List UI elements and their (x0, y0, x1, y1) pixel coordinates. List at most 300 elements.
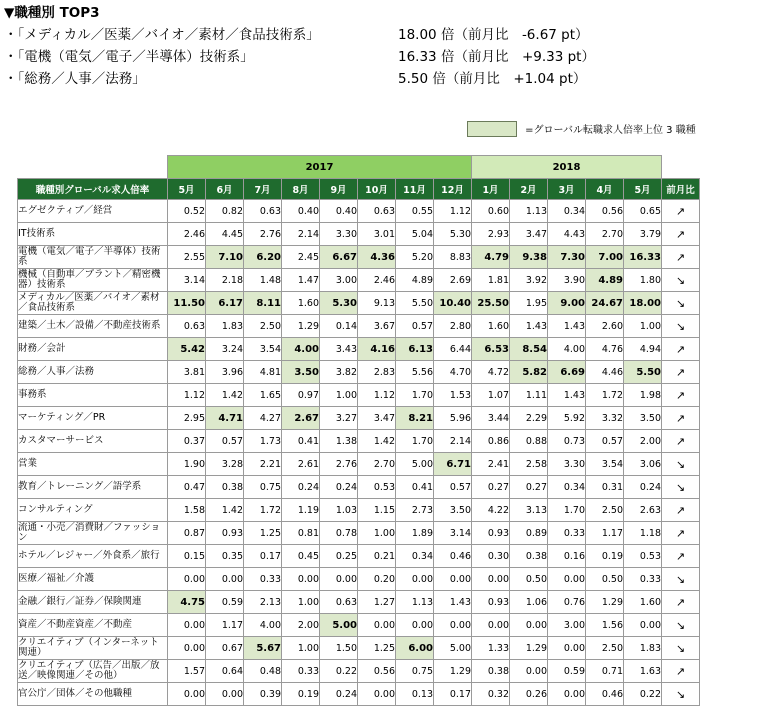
job-category-cell: メディカル／医薬／バイオ／素材／食品技術系 (18, 292, 168, 315)
month-header: 12月 (434, 179, 472, 200)
job-category-cell: 営業 (18, 453, 168, 476)
ratio-cell: 1.42 (206, 384, 244, 407)
ratio-cell: 1.60 (282, 292, 320, 315)
month-header: 5月 (624, 179, 662, 200)
ratio-cell: 0.00 (548, 568, 586, 591)
ratio-cell: 2.45 (282, 246, 320, 269)
trend-down-icon: ↘ (662, 269, 700, 292)
legend (467, 118, 696, 138)
month-header: 7月 (244, 179, 282, 200)
ratio-cell: 0.16 (548, 545, 586, 568)
ratio-cell: 0.33 (282, 660, 320, 683)
trend-up-icon: ↗ (662, 223, 700, 246)
ratio-cell: 0.75 (396, 660, 434, 683)
ratio-cell: 2.21 (244, 453, 282, 476)
ratio-cell: 0.24 (624, 476, 662, 499)
ratio-cell: 2.50 (244, 315, 282, 338)
job-category-cell: 建築／土木／設備／不動産技術系 (18, 315, 168, 338)
ratio-cell: 3.50 (624, 407, 662, 430)
ratio-cell: 0.15 (168, 545, 206, 568)
ratio-cell: 1.43 (510, 315, 548, 338)
month-header: 10月 (358, 179, 396, 200)
ratio-cell: 2.93 (472, 223, 510, 246)
ratio-cell-top3: 4.79 (472, 246, 510, 269)
ratio-cell: 0.97 (282, 384, 320, 407)
table-row (18, 246, 700, 269)
ratio-cell: 4.70 (434, 361, 472, 384)
ratio-cell: 4.89 (396, 269, 434, 292)
ratio-cell: 1.12 (168, 384, 206, 407)
ratio-cell: 0.14 (320, 315, 358, 338)
table-row (18, 200, 700, 223)
ratio-cell: 1.95 (510, 292, 548, 315)
ratio-cell: 1.43 (434, 591, 472, 614)
ratio-cell: 0.63 (244, 200, 282, 223)
ratio-cell-top3: 6.69 (548, 361, 586, 384)
ratio-cell: 3.67 (358, 315, 396, 338)
ratio-cell: 0.00 (624, 614, 662, 637)
ratio-cell: 0.40 (282, 200, 320, 223)
ratio-cell-top3: 8.54 (510, 338, 548, 361)
ratio-cell: 3.43 (320, 338, 358, 361)
ratio-cell: 4.00 (548, 338, 586, 361)
ratio-cell: 0.33 (624, 568, 662, 591)
ratio-cell: 1.38 (320, 430, 358, 453)
ratio-cell: 0.53 (358, 476, 396, 499)
trend-down-icon: ↘ (662, 315, 700, 338)
ratio-cell: 0.27 (510, 476, 548, 499)
table-row (18, 614, 700, 637)
ratio-cell-top3: 7.30 (548, 246, 586, 269)
ratio-cell: 0.19 (282, 683, 320, 706)
ratio-cell: 1.83 (206, 315, 244, 338)
job-category-cell: IT技術系 (18, 223, 168, 246)
job-category-cell: クリエイティブ（広告／出版／放送／映像関連／その他） (18, 660, 168, 683)
ratio-cell: 0.35 (206, 545, 244, 568)
ratio-cell: 0.60 (472, 200, 510, 223)
ratio-cell: 1.43 (548, 384, 586, 407)
ratio-cell: 3.30 (548, 453, 586, 476)
ratio-cell: 0.40 (320, 200, 358, 223)
ratio-cell: 1.70 (548, 499, 586, 522)
table-row (18, 453, 700, 476)
ratio-cell: 3.81 (168, 361, 206, 384)
trend-down-icon: ↘ (662, 637, 700, 660)
trend-up-icon: ↗ (662, 545, 700, 568)
ratio-cell: 2.63 (624, 499, 662, 522)
summary-item (4, 68, 704, 90)
trend-up-icon: ↗ (662, 499, 700, 522)
ratio-cell: 2.60 (586, 315, 624, 338)
ratio-cell: 0.00 (548, 683, 586, 706)
job-category-cell: 教育／トレーニング／語学系 (18, 476, 168, 499)
table-row (18, 407, 700, 430)
ratio-cell: 1.29 (282, 315, 320, 338)
ratio-cell: 1.03 (320, 499, 358, 522)
ratio-cell: 0.00 (396, 568, 434, 591)
ratio-cell: 1.70 (396, 384, 434, 407)
ratio-cell: 6.44 (434, 338, 472, 361)
ratio-cell: 0.63 (358, 200, 396, 223)
ratio-cell: 1.07 (472, 384, 510, 407)
ratio-cell: 2.69 (434, 269, 472, 292)
ratio-cell: 2.46 (358, 269, 396, 292)
ratio-cell: 2.55 (168, 246, 206, 269)
ratio-cell: 0.89 (510, 522, 548, 545)
ratio-cell: 0.67 (206, 637, 244, 660)
ratio-cell: 0.00 (358, 683, 396, 706)
ratio-cell: 0.00 (282, 568, 320, 591)
ratio-cell: 0.76 (548, 591, 586, 614)
ratio-cell: 2.18 (206, 269, 244, 292)
ratio-cell: 1.25 (244, 522, 282, 545)
ratio-cell: 3.79 (624, 223, 662, 246)
ratio-cell: 2.76 (320, 453, 358, 476)
ratio-cell: 0.38 (206, 476, 244, 499)
job-category-cell: カスタマーサービス (18, 430, 168, 453)
ratio-cell: 2.58 (510, 453, 548, 476)
ratio-cell: 2.29 (510, 407, 548, 430)
job-category-cell: 機械（自動車／プラント／精密機器）技術系 (18, 269, 168, 292)
summary-item (4, 46, 704, 68)
ratio-cell: 4.27 (244, 407, 282, 430)
ratio-cell: 3.00 (320, 269, 358, 292)
ratio-cell: 5.04 (396, 223, 434, 246)
ratio-cell-top3: 16.33 (624, 246, 662, 269)
ratio-cell: 3.54 (244, 338, 282, 361)
ratio-cell: 0.86 (472, 430, 510, 453)
ratio-cell: 0.53 (624, 545, 662, 568)
ratio-cell: 1.12 (434, 200, 472, 223)
year-2018-header: 2018 (472, 156, 662, 179)
ratio-cell: 0.93 (472, 522, 510, 545)
ratio-cell: 0.33 (548, 522, 586, 545)
ratio-cell: 0.38 (472, 660, 510, 683)
ratio-cell: 0.24 (320, 683, 358, 706)
ratio-cell: 1.00 (358, 522, 396, 545)
ratio-cell: 1.98 (624, 384, 662, 407)
ratio-cell: 0.57 (434, 476, 472, 499)
ratio-cell: 3.13 (510, 499, 548, 522)
ratio-cell: 0.00 (472, 568, 510, 591)
ratio-cell: 0.13 (396, 683, 434, 706)
ratio-cell: 0.52 (168, 200, 206, 223)
trend-down-icon: ↘ (662, 568, 700, 591)
trend-up-icon: ↗ (662, 361, 700, 384)
table-row (18, 591, 700, 614)
ratio-cell-top3: 25.50 (472, 292, 510, 315)
ratio-cell-top3: 9.00 (548, 292, 586, 315)
ratio-cell: 5.50 (396, 292, 434, 315)
ratio-cell: 0.19 (586, 545, 624, 568)
ratio-cell-top3: 11.50 (168, 292, 206, 315)
ratio-cell: 2.95 (168, 407, 206, 430)
ratio-cell: 4.81 (244, 361, 282, 384)
table-row (18, 568, 700, 591)
job-category-cell: 資産／不動産資産／不動産 (18, 614, 168, 637)
ratio-cell-top3: 6.71 (434, 453, 472, 476)
ratio-cell: 0.41 (396, 476, 434, 499)
ratio-cell-top3: 8.11 (244, 292, 282, 315)
ratio-cell: 0.37 (168, 430, 206, 453)
table-row (18, 545, 700, 568)
ratio-cell: 0.34 (548, 476, 586, 499)
ratio-cell: 0.00 (206, 683, 244, 706)
ratio-cell: 1.33 (472, 637, 510, 660)
ratio-cell: 0.78 (320, 522, 358, 545)
job-category-cell: 総務／人事／法務 (18, 361, 168, 384)
ratio-cell: 0.57 (396, 315, 434, 338)
ratio-cell: 0.71 (586, 660, 624, 683)
ratio-cell: 1.72 (586, 384, 624, 407)
ratio-cell-top3: 5.42 (168, 338, 206, 361)
ratio-cell: 1.60 (624, 591, 662, 614)
ratio-cell: 1.70 (396, 430, 434, 453)
summary-item-label: ・「メディカル／医薬／バイオ／素材／食品技術系」 (4, 27, 320, 43)
ratio-cell: 0.41 (282, 430, 320, 453)
ratio-cell: 0.63 (320, 591, 358, 614)
ratio-cell: 3.54 (586, 453, 624, 476)
ratio-cell: 2.76 (244, 223, 282, 246)
ratio-cell: 3.50 (434, 499, 472, 522)
ratio-cell-top3: 5.82 (510, 361, 548, 384)
ratio-cell: 1.42 (358, 430, 396, 453)
ratio-cell-top3: 4.75 (168, 591, 206, 614)
job-category-cell: 流通・小売／消費財／ファッション (18, 522, 168, 545)
summary-item-label: ・「総務／人事／法務」 (4, 71, 146, 87)
ratio-cell: 0.93 (206, 522, 244, 545)
ratio-cell: 2.80 (434, 315, 472, 338)
ratio-cell-top3: 6.13 (396, 338, 434, 361)
job-category-cell: ホテル／レジャー／外食系／旅行 (18, 545, 168, 568)
ratio-cell-top3: 6.53 (472, 338, 510, 361)
ratio-cell: 0.82 (206, 200, 244, 223)
ratio-cell: 1.50 (320, 637, 358, 660)
month-header: 1月 (472, 179, 510, 200)
ratio-cell: 3.24 (206, 338, 244, 361)
ratio-cell: 4.45 (206, 223, 244, 246)
table-row (18, 338, 700, 361)
ratio-cell: 0.65 (624, 200, 662, 223)
ratio-cell: 1.73 (244, 430, 282, 453)
table-row (18, 499, 700, 522)
ratio-cell: 1.90 (168, 453, 206, 476)
trend-up-icon: ↗ (662, 246, 700, 269)
month-header: 9月 (320, 179, 358, 200)
table-row (18, 683, 700, 706)
ratio-cell: 1.17 (206, 614, 244, 637)
table-row (18, 384, 700, 407)
ratio-cell: 0.00 (510, 614, 548, 637)
ratio-cell: 2.70 (586, 223, 624, 246)
month-header: 5月 (168, 179, 206, 200)
ratio-cell-top3: 4.16 (358, 338, 396, 361)
ratio-cell: 3.01 (358, 223, 396, 246)
ratio-cell-top3: 5.50 (624, 361, 662, 384)
year-2017-header: 2017 (168, 156, 472, 179)
ratio-cell-top3: 5.00 (320, 614, 358, 637)
trend-up-icon: ↗ (662, 522, 700, 545)
ratio-cell: 0.17 (434, 683, 472, 706)
ratio-cell: 2.73 (396, 499, 434, 522)
ratio-cell: 2.46 (168, 223, 206, 246)
job-category-cell: 医療／福祉／介護 (18, 568, 168, 591)
summary-item (4, 24, 704, 46)
ratio-cell: 1.57 (168, 660, 206, 683)
trend-up-icon: ↗ (662, 407, 700, 430)
ratio-cell: 1.81 (472, 269, 510, 292)
ratio-cell: 1.06 (510, 591, 548, 614)
ratio-cell: 0.24 (282, 476, 320, 499)
ratio-cell: 0.59 (206, 591, 244, 614)
ratio-cell: 5.20 (396, 246, 434, 269)
ratio-cell: 0.00 (168, 568, 206, 591)
ratio-cell: 1.63 (624, 660, 662, 683)
ratio-cell: 4.22 (472, 499, 510, 522)
ratio-cell: 5.92 (548, 407, 586, 430)
ratio-cell: 0.57 (586, 430, 624, 453)
ratio-cell-top3: 18.00 (624, 292, 662, 315)
ratio-cell: 1.53 (434, 384, 472, 407)
year-header-row (18, 156, 700, 179)
table-body (18, 200, 700, 706)
ratio-cell: 1.29 (510, 637, 548, 660)
ratio-cell: 3.47 (358, 407, 396, 430)
ratio-cell: 3.90 (548, 269, 586, 292)
table-row (18, 430, 700, 453)
ratio-cell: 0.59 (548, 660, 586, 683)
ratio-cell: 5.30 (434, 223, 472, 246)
ratio-cell: 0.50 (586, 568, 624, 591)
trend-down-icon: ↘ (662, 614, 700, 637)
ratio-cell: 2.00 (282, 614, 320, 637)
ratio-cell: 1.00 (282, 637, 320, 660)
table-row (18, 476, 700, 499)
ratio-cell-top3: 6.00 (396, 637, 434, 660)
ratio-cell: 1.11 (510, 384, 548, 407)
ratio-cell: 3.92 (510, 269, 548, 292)
ratio-cell-top3: 4.71 (206, 407, 244, 430)
ratio-cell: 0.31 (586, 476, 624, 499)
ratio-cell: 0.50 (510, 568, 548, 591)
ratio-cell: 1.18 (624, 522, 662, 545)
ratio-cell: 0.81 (282, 522, 320, 545)
ratio-cell: 0.24 (320, 476, 358, 499)
ratio-cell: 1.80 (624, 269, 662, 292)
ratio-cell: 1.15 (358, 499, 396, 522)
ratio-cell: 0.48 (244, 660, 282, 683)
ratio-cell: 3.96 (206, 361, 244, 384)
trend-up-icon: ↗ (662, 338, 700, 361)
month-header: 11月 (396, 179, 434, 200)
summary-item-value: 5.50 倍（前月比 +1.04 pt） (398, 71, 587, 87)
ratio-cell: 0.33 (244, 568, 282, 591)
ratio-cell: 0.00 (358, 614, 396, 637)
mom-header: 前月比 (662, 179, 700, 200)
ratio-cell: 4.00 (244, 614, 282, 637)
ratio-cell: 0.47 (168, 476, 206, 499)
ratio-cell: 1.27 (358, 591, 396, 614)
ratio-cell: 2.83 (358, 361, 396, 384)
ratio-cell: 0.00 (472, 614, 510, 637)
ratio-cell: 0.73 (548, 430, 586, 453)
ratio-cell: 0.39 (244, 683, 282, 706)
ratio-cell: 1.13 (396, 591, 434, 614)
ratio-cell-top3: 8.21 (396, 407, 434, 430)
job-category-cell: 電機（電気／電子／半導体）技術系 (18, 246, 168, 269)
ratio-cell-top3: 4.36 (358, 246, 396, 269)
table-row (18, 361, 700, 384)
month-header: 8月 (282, 179, 320, 200)
ratio-cell: 3.82 (320, 361, 358, 384)
ratio-cell: 1.29 (434, 660, 472, 683)
ratio-cell: 3.27 (320, 407, 358, 430)
ratio-cell: 0.22 (320, 660, 358, 683)
ratio-cell: 2.41 (472, 453, 510, 476)
ratio-cell: 1.72 (244, 499, 282, 522)
ratio-cell: 1.00 (624, 315, 662, 338)
ratio-cell: 1.19 (282, 499, 320, 522)
trend-up-icon: ↗ (662, 591, 700, 614)
ratio-cell: 2.14 (434, 430, 472, 453)
ratio-cell: 1.00 (320, 384, 358, 407)
ratio-cell: 0.00 (434, 568, 472, 591)
ratio-cell: 2.50 (586, 637, 624, 660)
legend-text: =グローバル転職求人倍率上位 3 職種 (525, 125, 696, 136)
trend-up-icon: ↗ (662, 200, 700, 223)
summary-title: ▼職種別 TOP3 (4, 5, 100, 21)
ratio-cell: 1.47 (282, 269, 320, 292)
ratio-cell: 3.44 (472, 407, 510, 430)
ratio-cell: 0.30 (472, 545, 510, 568)
ratio-cell-top3: 6.20 (244, 246, 282, 269)
ratio-cell: 1.89 (396, 522, 434, 545)
ratio-cell-top3: 4.00 (282, 338, 320, 361)
ratio-cell: 0.00 (168, 614, 206, 637)
ratio-cell: 4.94 (624, 338, 662, 361)
ratio-cell: 3.14 (168, 269, 206, 292)
ratio-cell: 3.00 (548, 614, 586, 637)
ratio-cell: 0.00 (168, 683, 206, 706)
ratio-cell: 1.83 (624, 637, 662, 660)
ratio-cell: 5.00 (434, 637, 472, 660)
ratio-cell: 5.96 (434, 407, 472, 430)
summary-item-value: 18.00 倍（前月比 -6.67 pt） (398, 27, 589, 43)
month-header-row (18, 179, 700, 200)
table-row (18, 315, 700, 338)
ratio-cell: 9.13 (358, 292, 396, 315)
ratio-cell: 1.13 (510, 200, 548, 223)
ratio-cell: 3.47 (510, 223, 548, 246)
ratio-cell: 0.00 (510, 660, 548, 683)
ratio-cell-top3: 10.40 (434, 292, 472, 315)
ratio-cell: 0.00 (548, 637, 586, 660)
ratio-cell: 0.34 (548, 200, 586, 223)
job-category-cell: マーケティング／PR (18, 407, 168, 430)
ratio-cell: 3.30 (320, 223, 358, 246)
table-row (18, 223, 700, 246)
ratio-cell: 0.00 (320, 568, 358, 591)
ratio-cell: 0.00 (434, 614, 472, 637)
table-row (18, 522, 700, 545)
ratio-cell: 1.43 (548, 315, 586, 338)
legend-swatch (467, 121, 517, 137)
ratio-cell: 4.43 (548, 223, 586, 246)
ratio-cell: 0.25 (320, 545, 358, 568)
ratio-cell: 0.63 (168, 315, 206, 338)
trend-down-icon: ↘ (662, 453, 700, 476)
ratio-cell: 0.00 (206, 568, 244, 591)
